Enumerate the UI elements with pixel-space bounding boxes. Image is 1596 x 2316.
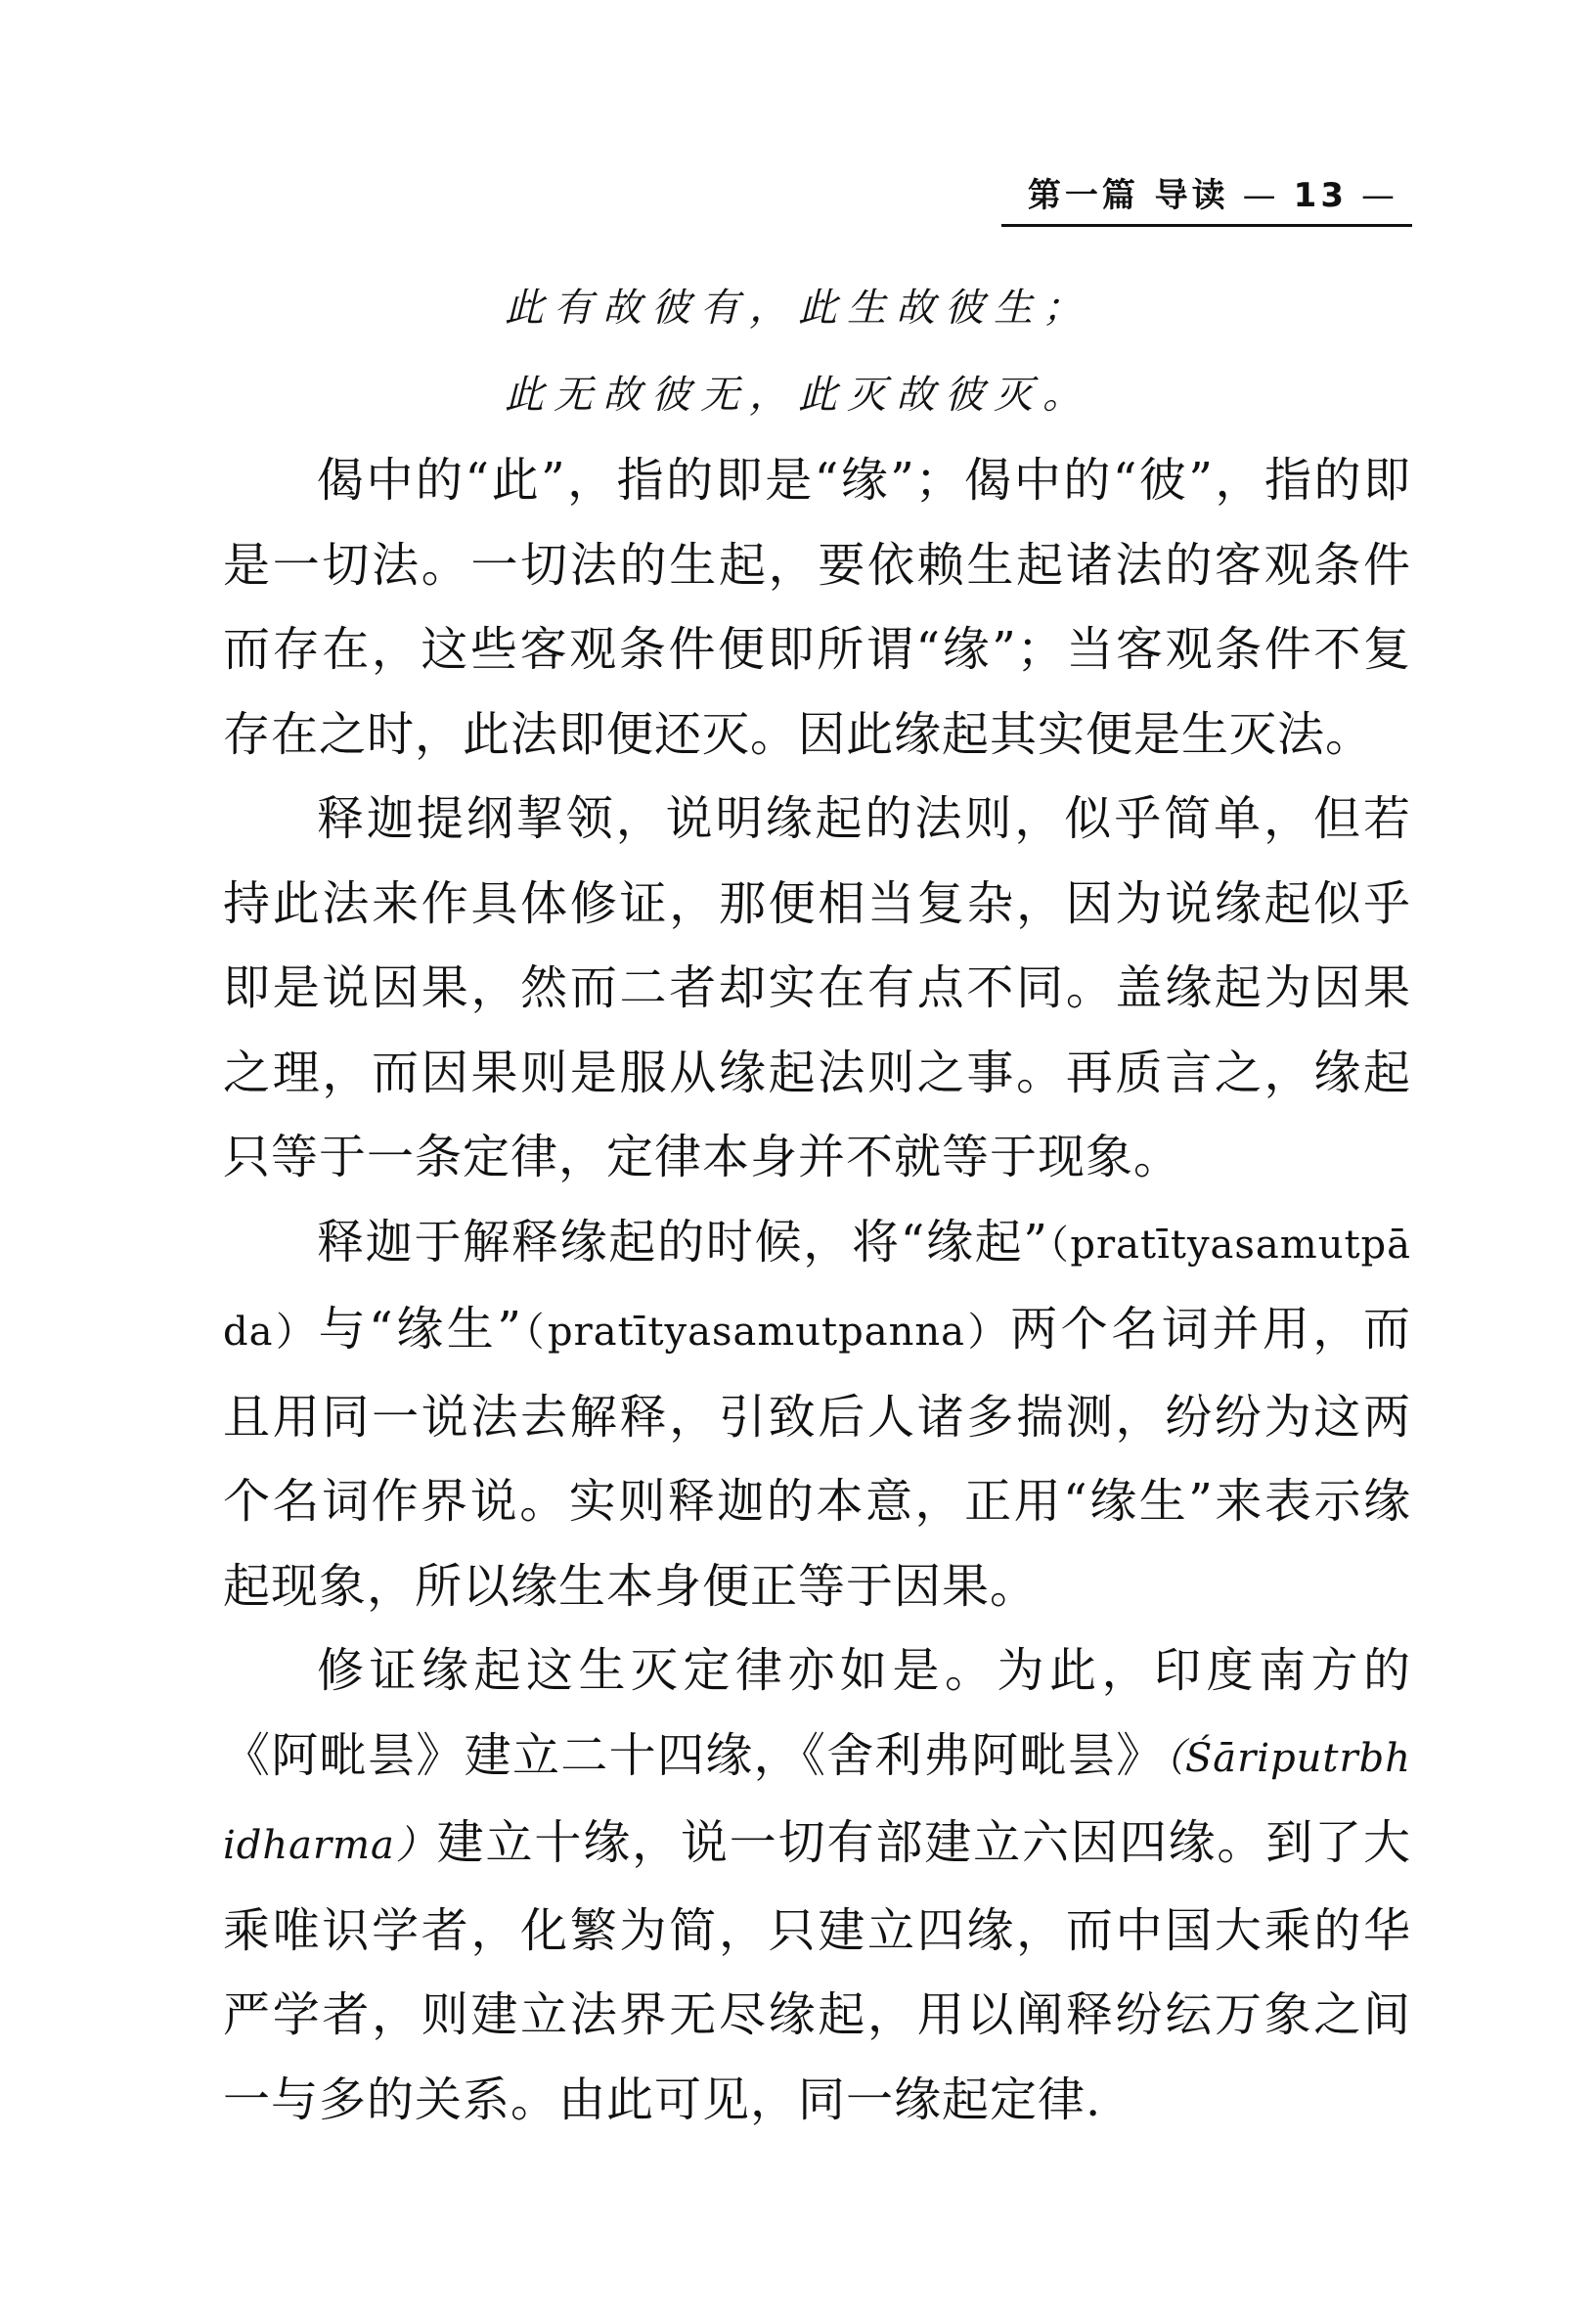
- body-text: [223, 438, 1411, 2142]
- verse-line-1: 此有故彼有，此生故彼生；: [505, 286, 1091, 331]
- paragraph-3-text-b: 与“缘生”: [318, 1302, 522, 1357]
- paragraph-4-text-a: 修证缘起这生灭定律亦如是。为此，印度南方的《阿毗昙》建立二十四缘，《舍利弗阿毗昙》: [223, 1643, 1411, 1783]
- paragraph-4-text-b: 建立十缘，说一切有部建立六因四缘。到了大乘唯识学者，化繁为简，只建立四缘，而中国大乘的华严学者，则建立法界无尽缘起，用以阐释纷纭万象之间一与多的关系。由此可见，同一缘起定律.: [223, 1815, 1411, 2127]
- paragraph-2: 释迦提纲挈领，说明缘起的法则，似乎简单，但若持此法来作具体修证，那便相当复杂，因为说缘起似乎即是说因果，然而二者却实在有点不同。盖缘起为因果之理，而因果则是服从缘起法则之事。再质言之，缘起只等于一条定律，定律本身并不就等于现象。: [223, 791, 1411, 1184]
- verse-line-2: 此无故彼无，此灭故彼灭。: [505, 373, 1091, 418]
- header-dash-trailing: —: [1361, 176, 1398, 215]
- running-header: [1001, 168, 1412, 227]
- header-dash: —: [1242, 176, 1280, 215]
- sanskrit-term-sariputrabhidharma: （Śāriputrbhidharma）: [223, 1735, 1411, 1868]
- sanskrit-term-pratityasamutpanna: （pratītyasamutpanna）: [521, 1310, 1011, 1355]
- paragraph-3-text-c: 两个名词并用，而且用同一说法去解释，引致后人诸多揣测，纷纷为这两个名词作界说。实则释迦的本意，正用“缘生”来表示缘起现象，所以缘生本身便正等于因果。: [223, 1302, 1411, 1614]
- page-number: 13: [1293, 176, 1348, 215]
- paragraph-4: [223, 1628, 1411, 2142]
- header-section-title: 第一篇 导读: [1027, 176, 1229, 215]
- paragraph-3: [223, 1200, 1411, 1629]
- sanskrit-term-pratityasamutpada: （pratītyasamutpāda）: [223, 1222, 1411, 1355]
- paragraph-1: 偈中的“此”，指的即是“缘”；偈中的“彼”，指的即是一切法。一切法的生起，要依赖生起诸法的客观条件而存在，这些客观条件便即所谓“缘”；当客观条件不复存在之时，此法即便还灭。因此缘起其实便是生灭法。: [223, 453, 1411, 762]
- paragraph-3-text-a: 释迦于解释缘起的时候，将“缘起”: [317, 1214, 1048, 1269]
